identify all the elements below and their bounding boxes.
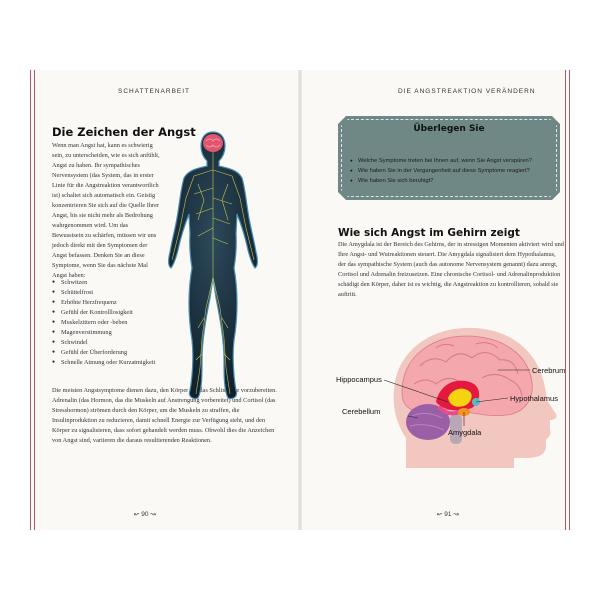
list-item: ● Wie haben Sie sich beruhigt? <box>350 176 555 186</box>
label-cerebrum: Cerebrum <box>532 366 566 375</box>
brain-diagram <box>336 318 570 468</box>
brain-paragraph: Die Amygdala ist der Bereich des Gehirns, der in stressigen Momenten aktiviert wird und Ihre Angst- und Wutreaktionen steuert. Die Amygdala signalisiert dem Hypothalamus, der das sympathische System (auch das autonome Nervensystem genannt) dazu anregt, Cortisol und Adrenalin freizusetzen. Eine chronische Cortisol- und Adrenalinproduktion schädigt den Körper, daher ist es wichtig, die Angstreaktion zu kontrollieren, sobald sie auftritt. <box>338 241 564 298</box>
label-hippocampus: Hippocampus <box>336 375 382 384</box>
page-number-right: ↜ 91 ↝ <box>437 511 459 518</box>
callout-title: Überlegen Sie <box>413 124 485 134</box>
list-item: ● Schnelle Atmung oder Kurzatmigkeit <box>52 358 160 368</box>
left-page-edge <box>30 70 35 530</box>
running-head-left: SCHATTENARBEIT <box>118 88 191 95</box>
book-gutter <box>298 70 302 530</box>
symptom-list <box>52 278 160 368</box>
section-heading-brain: Wie sich Angst im Gehirn zeigt <box>338 227 520 239</box>
section-heading-signs: Die Zeichen der Angst <box>52 125 196 139</box>
list-item: ● Gefühl der Kontrolllosigkeit <box>52 308 160 318</box>
list-item: ● Schwindel <box>52 338 160 348</box>
list-item: ● Wie haben Sie in der Vergangenheit auf diese Symptome reagiert? <box>350 166 555 176</box>
intro-paragraph: Wenn man Angst hat, kann es schwierig sein, zu unterscheiden, wie es sich anfühlt, Angst zu haben. Ihr sympathisches Nervensystem (das System, das in erster Linie für die Angstreaktion verantwortlich ist) schaltet sich automatisch ein. Geistig konzentrieren Sie sich auf die Quelle Ihrer Angst, bis sie nicht mehr als Bedrohung wahrgenommen wird. Um das Bewusstsein zu schärfen, müssen wir uns jedoch direkt mit den Symptomen der Angst befassen. Denken Sie an diese Symptome, wenn Sie das nächste Mal Angst haben: <box>52 142 160 279</box>
list-item: ● Schwitzen <box>52 278 160 288</box>
list-item: ● Welche Symptome treten bei Ihnen auf, wenn Sie Angst verspüren? <box>350 156 555 166</box>
nervous-system-figure <box>158 128 268 408</box>
brain-glow <box>203 134 223 152</box>
list-item: ● Schüttelfrost <box>52 288 160 298</box>
list-item: ● Magenverstimmung <box>52 328 160 338</box>
list-item: ● Gefühl der Überforderung <box>52 348 160 358</box>
closing-paragraph: Die meisten Angstsymptome dienen dazu, den Körper auf das Schlimmste vorzubereiten. Adrenalin (das Hormon, das die Muskeln auf Anstrengung vorbereitet) und Cortisol (das Stresshormon) strömen durch den Körper, um die Muskeln zu straffen, die Insulinproduktion zu reduzieren, damit schnell Energie zur Verfügung steht, und den Körper zu signalisieren, dass sofort gehandelt werden muss. Obwohl dies die Anzeichen von Angst sind, variieren die daraus resultierenden Reaktionen. <box>52 387 277 444</box>
list-item: ● Erhöhte Herzfrequenz <box>52 298 160 308</box>
label-amygdala: Amygdala <box>448 428 482 437</box>
page-number-left: ↜ 90 ↝ <box>134 511 156 518</box>
label-hypothalamus: Hypothalamus <box>510 394 558 403</box>
label-cerebellum: Cerebellum <box>342 407 381 416</box>
running-head-right: DIE ANGSTREAKTION VERÄNDERN <box>398 88 536 95</box>
reflection-questions <box>350 156 555 186</box>
list-item: ● Muskelzittern oder -beben <box>52 318 160 328</box>
